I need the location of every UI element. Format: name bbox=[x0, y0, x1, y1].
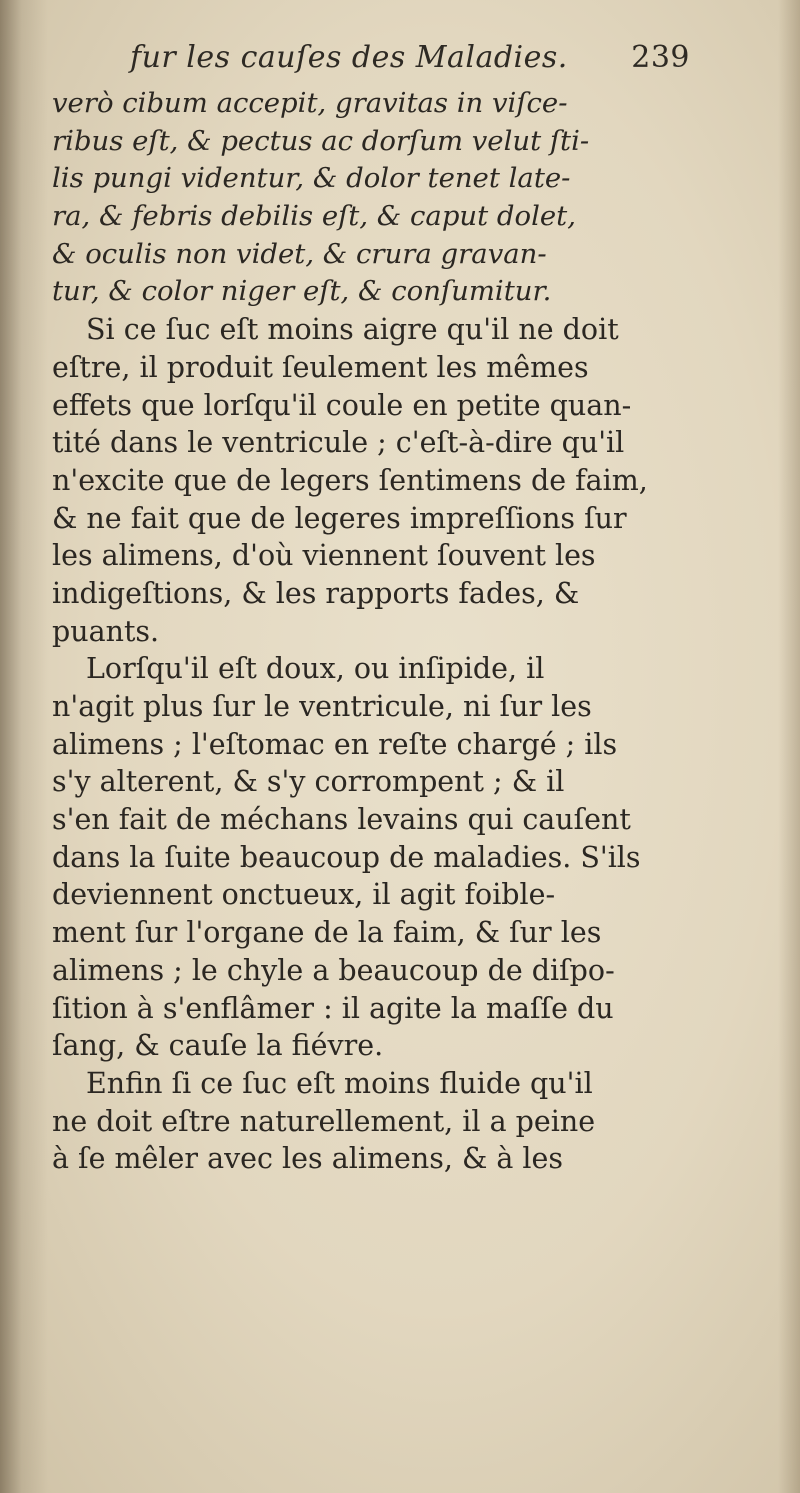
text-line: ment ſur l'organe de la faim, & ſur les bbox=[52, 916, 602, 950]
text-line: deviennent onctueux, il agit foible- bbox=[52, 878, 556, 912]
text-line: & ne fait que de legeres impreſſions ſur bbox=[52, 501, 627, 535]
text-line: n'excite que de legers ſentimens de faim, bbox=[52, 463, 648, 497]
text-line: dans la ſuite beaucoup de maladies. S'ils bbox=[52, 840, 641, 874]
text-line: s'y alterent, & s'y corrompent ; & il bbox=[52, 765, 565, 799]
spine-shadow bbox=[0, 0, 48, 1493]
text-line: ſition à s'enflâmer : il agite la maſſe du bbox=[52, 991, 614, 1025]
text-line: Si ce ſuc eſt moins aigre qu'il ne doit bbox=[86, 313, 619, 347]
text-line: indigeſtions, & les rapports fades, & bbox=[52, 576, 580, 610]
text-line: ſang, & cauſe la fiévre. bbox=[52, 1029, 384, 1063]
running-title: fur les cauſes des Maladies. bbox=[130, 40, 568, 75]
text-line: Lorſqu'il eſt doux, ou inſipide, il bbox=[86, 652, 545, 686]
text-line: ribus eſt, & pectus ac dorſum velut ſti- bbox=[52, 124, 590, 157]
running-head bbox=[130, 40, 690, 80]
text-line: Enfin ſi ce ſuc eſt moins fluide qu'il bbox=[86, 1066, 593, 1100]
text-line: alimens ; le chyle a beaucoup de diſpo- bbox=[52, 953, 615, 987]
text-line: eſtre, il produit ſeulement les mêmes bbox=[52, 350, 589, 384]
text-line: puants. bbox=[52, 614, 160, 648]
text-line: lis pungi videntur, & dolor tenet late- bbox=[52, 162, 571, 195]
text-line: & oculis non videt, & crura gravan- bbox=[52, 237, 547, 270]
text-line: n'agit plus ſur le ventricule, ni ſur les bbox=[52, 690, 592, 723]
text-line: tité dans le ventricule ; c'eſt-à-dire qu'il bbox=[52, 426, 625, 460]
text-line: les alimens, d'où viennent ſouvent les bbox=[52, 539, 596, 573]
text-line: ra, & febris debilis eſt, & caput dolet, bbox=[52, 200, 576, 233]
text-line: à ſe mêler avec les alimens, & à les bbox=[52, 1142, 564, 1176]
text-line: s'en fait de méchans levains qui cauſent bbox=[52, 803, 631, 837]
text-line: ne doit eſtre naturellement, il a peine bbox=[52, 1104, 596, 1138]
text-line: effets que lorſqu'il coule en petite quan- bbox=[52, 388, 632, 422]
page-edge bbox=[778, 0, 800, 1493]
text-line: alimens ; l'eſtomac en reſte chargé ; ils bbox=[52, 727, 618, 761]
body-text bbox=[52, 85, 692, 1178]
text-line: tur, & color niger eſt, & conſumitur. bbox=[52, 275, 552, 308]
text-line: verò cibum accepit, gravitas in viſce- bbox=[52, 87, 568, 119]
page-number: 239 bbox=[631, 40, 690, 75]
